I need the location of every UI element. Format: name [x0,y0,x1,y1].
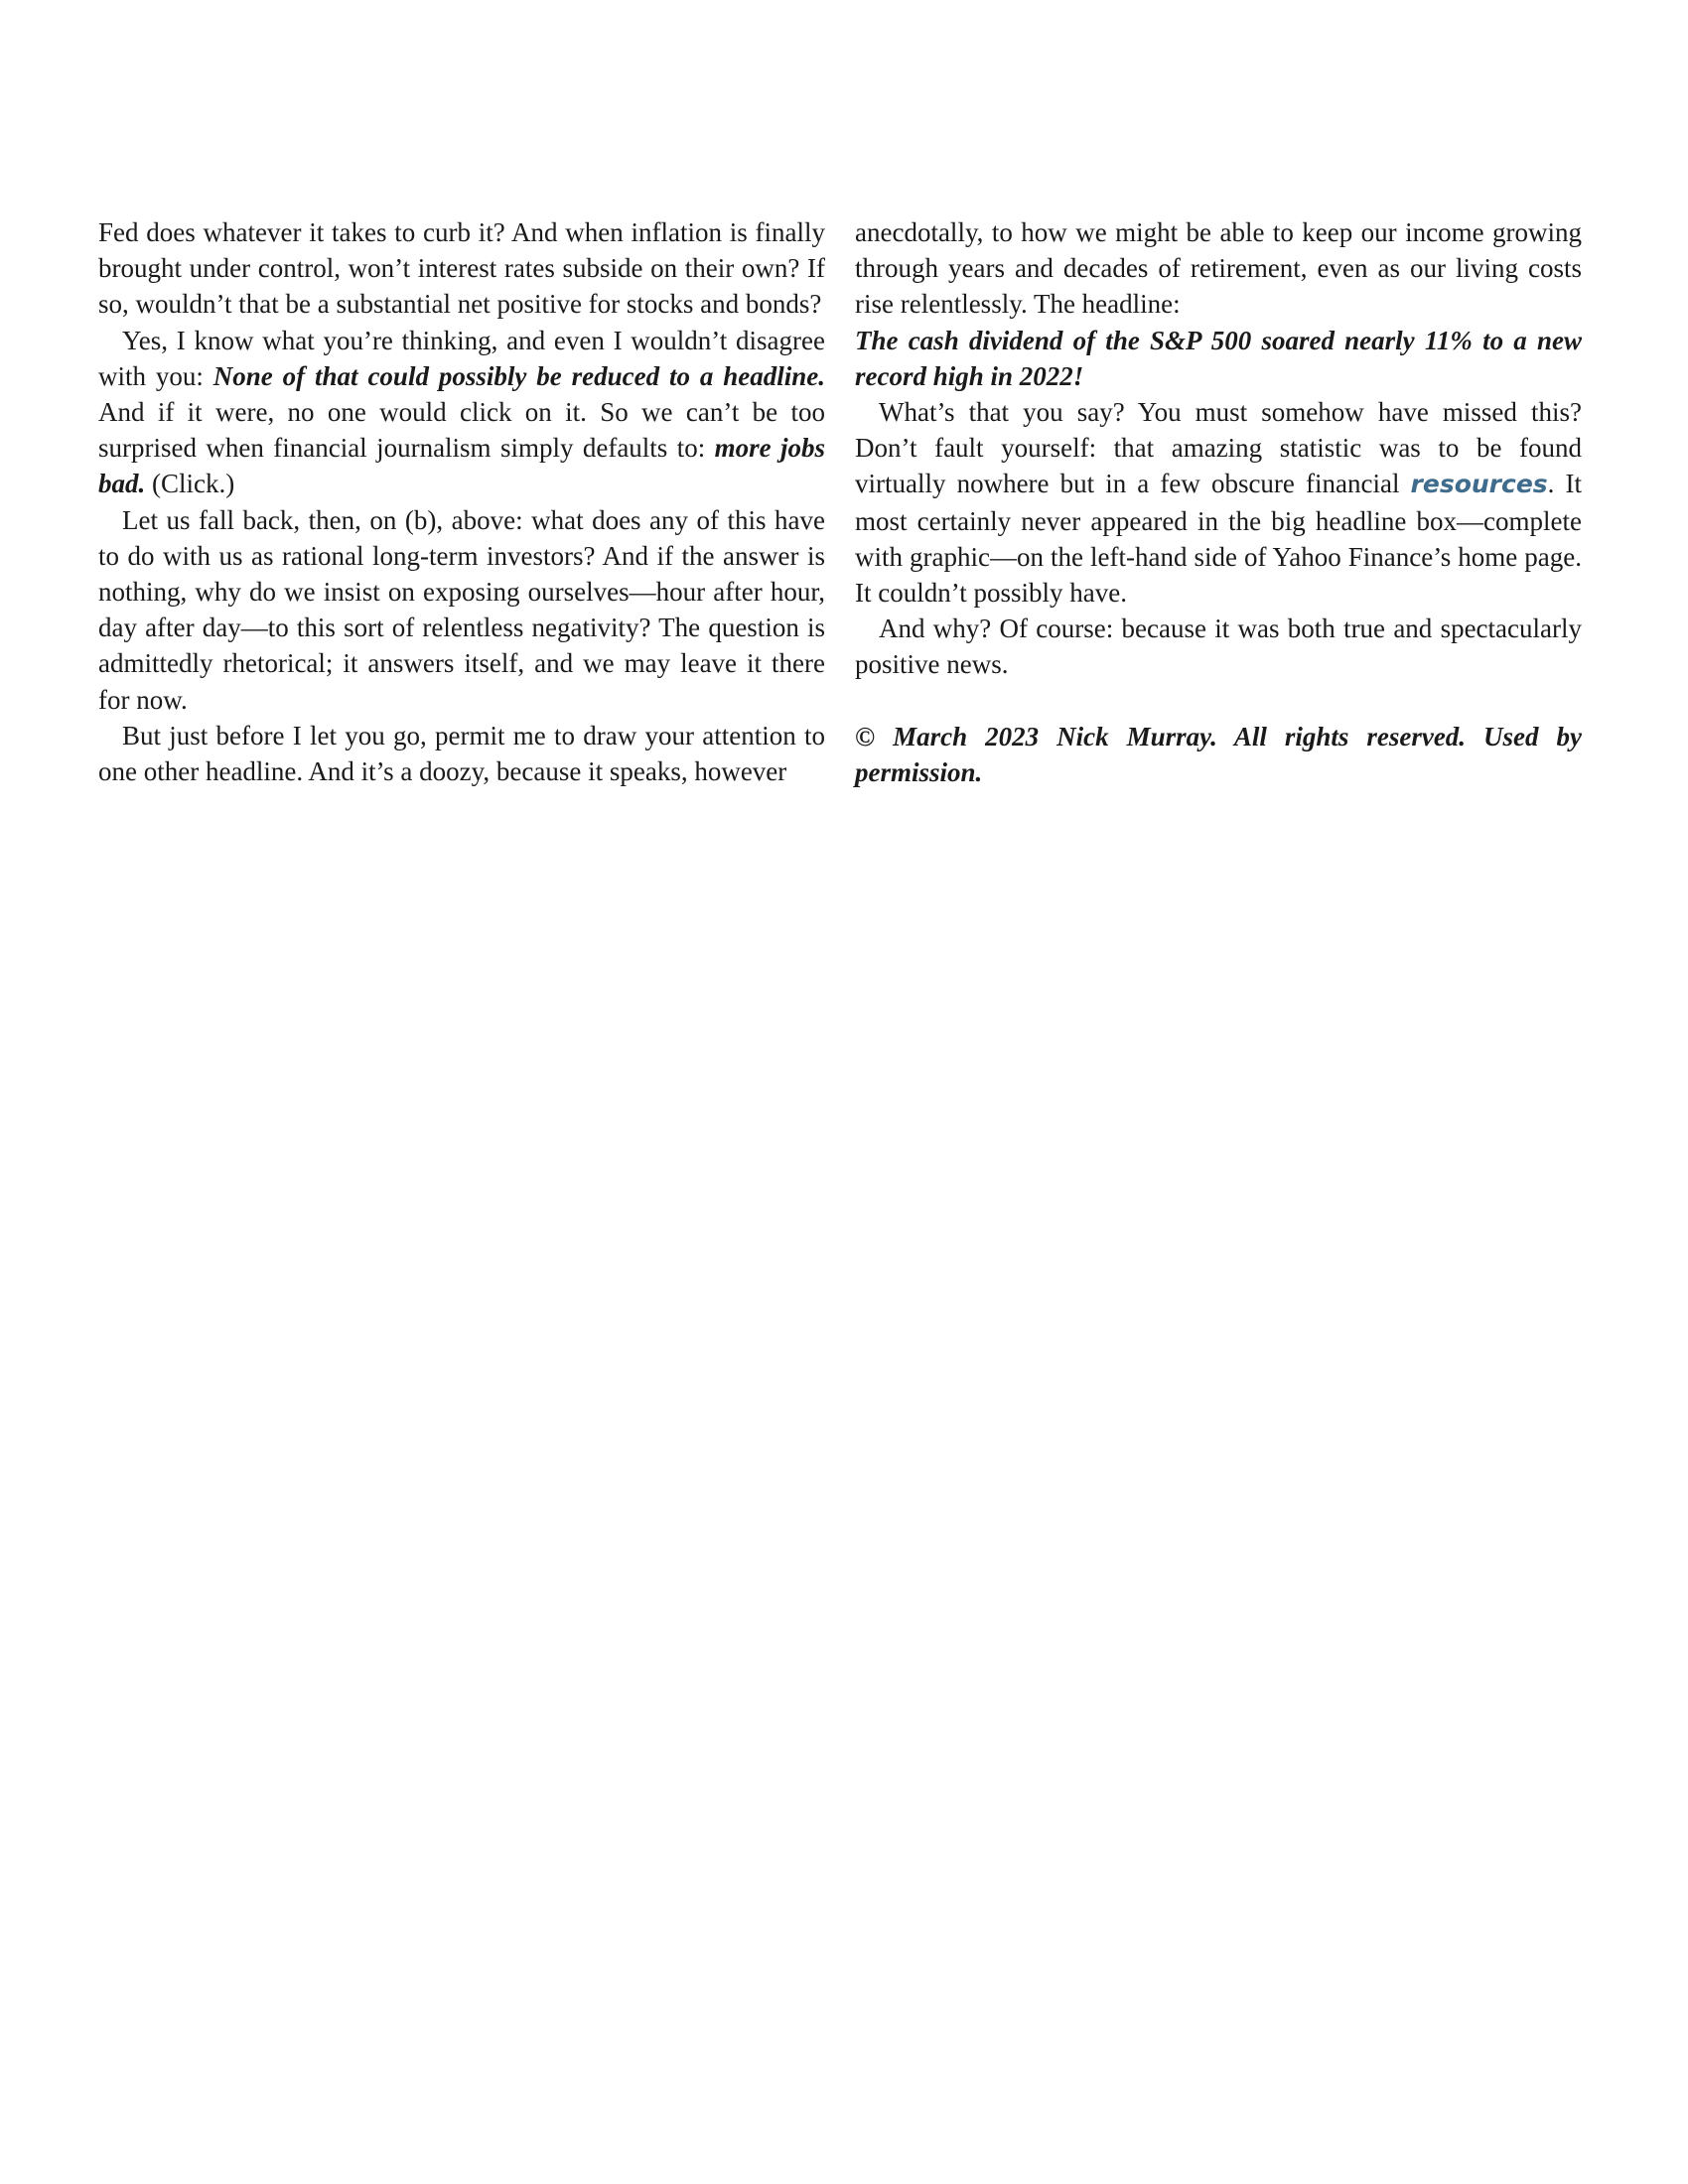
copyright-notice: © March 2023 Nick Murray. All rights reserved. Used by permission. [855,721,1582,787]
paragraph: Let us fall back, then, on (b), above: what does any of this have to do with us as rational long-term investors? And if the answer is nothing, why do we insist on exposing ourselves—hour after hour, day after day—to this sort of relentless negativity? The question is admittedly rhetorical; it answers itself, and we may leave it there for now. [98,504,825,715]
left-column [98,214,825,789]
paragraph-text: And if it were, no one would click on it. So we can’t be too surprised when financial journalism simply defaults to: [98,397,825,464]
paragraph [855,394,1582,611]
emphasis-text: more jobs bad. [98,433,825,499]
paragraph: Fed does whatever it takes to curb it? And when inflation is finally brought under control, won’t interest rates subside on their own? If so, wouldn’t that be a substantial net positive for stocks and bonds? [98,217,825,320]
paragraph-text: . It most certainly never appeared in the big headline box—complete with graphic—on the left-hand side of Yahoo Finance’s home page. It couldn’t possibly have. [855,469,1583,609]
paragraph: But just before I let you go, permit me to draw your attention to one other headline. And it’s a doozy, because it speaks, however [98,720,825,787]
right-column [855,214,1582,790]
paragraph-text: (Click.) [145,469,235,499]
paragraph: And why? Of course: because it was both true and spectacularly positive news. [855,614,1582,680]
paragraph: anecdotally, to how we might be able to keep our income growing through years and decades of retirement, even as our living costs rise relentlessly. The headline: [855,217,1582,320]
resources-link[interactable]: resources [1410,470,1548,499]
paragraph-text: What’s that you say? You must somehow have missed this? Don’t fault yourself: that amazing statistic was to be found virtually nowhere but in a few obscure financial [855,397,1582,499]
paragraph-text: Yes, I know what you’re thinking, and even I wouldn’t disagree with you: [98,325,825,391]
paragraph [98,323,825,502]
featured-headline: The cash dividend of the S&P 500 soared nearly 11% to a new record high in 2022! [855,325,1582,391]
emphasis-text: None of that could possibly be reduced to a headline. [212,360,825,391]
